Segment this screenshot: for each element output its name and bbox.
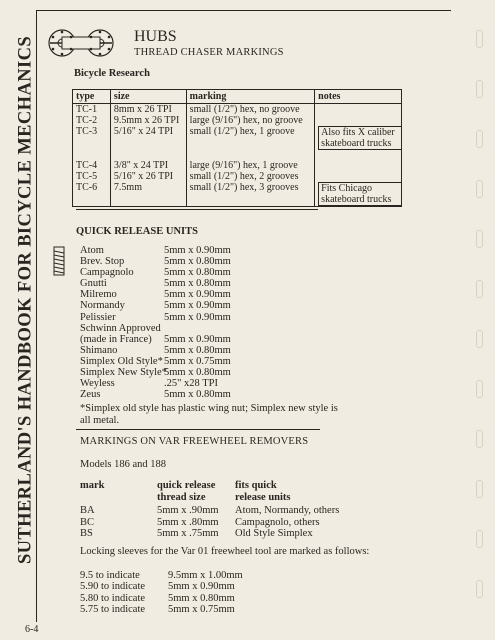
- indicator: 5.80 to indicate: [80, 592, 146, 604]
- cell-notes: [315, 182, 402, 207]
- list-item: [80, 389, 231, 400]
- brand: Weyless: [80, 378, 115, 390]
- book-title: SUTHERLAND'S HANDBOOK FOR BICYCLE MECHANICS: [15, 35, 36, 565]
- note-box: Fits Chicago skateboard trucks: [318, 182, 401, 206]
- brand: Simplex New Style*: [80, 367, 167, 379]
- table-row: [80, 528, 339, 540]
- cell-type: TC-4: [73, 160, 111, 171]
- list-item: [80, 300, 231, 311]
- page-number: 6-4: [25, 624, 39, 635]
- cell-size: 8mm x 26 TPI: [110, 104, 186, 116]
- thread-size: 5mm x 0.90mm: [164, 289, 231, 301]
- cell-type: TC-1: [73, 104, 111, 116]
- locking-sleeves-text: Locking sleeves for the Var 01 freewheel tool are marked as follows:: [80, 546, 370, 557]
- thread-size: 5mm x 0.80mm: [164, 344, 231, 356]
- cell-notes: [315, 115, 402, 126]
- list-item: [80, 278, 231, 289]
- cell-size: 5mm x .75mm: [157, 528, 219, 539]
- sleeve-size: 9.5mm x 1.00mm: [168, 570, 243, 581]
- cell-marking: small (1/2") hex, 2 grooves: [186, 171, 315, 182]
- thread-size: 5mm x 0.80mm: [164, 389, 231, 401]
- cell-mark: BC: [80, 516, 95, 528]
- list-item: [80, 345, 231, 356]
- sleeve-size: 5mm x 0.80mm: [168, 592, 235, 604]
- thread-size: 5mm x 0.90mm: [164, 300, 231, 312]
- thread-size: 5mm x 0.80mm: [164, 267, 231, 279]
- cell-type: TC-6: [73, 182, 111, 207]
- thread-size: 5mm x 0.90mm: [164, 311, 231, 323]
- cell-marking: small (1/2") hex, 3 grooves: [186, 182, 315, 207]
- cell-fits: Old Style Simplex: [235, 528, 313, 539]
- cell-size: 3/8" x 24 TPI: [110, 160, 186, 171]
- table-row: [80, 517, 339, 529]
- list-item: [80, 256, 231, 267]
- cell-type: TC-5: [73, 171, 111, 182]
- cell-marking: small (1/2") hex, 1 groove: [186, 126, 315, 150]
- brand: Milremo: [80, 289, 117, 301]
- cell-type: TC-3: [73, 126, 111, 150]
- cell-type: TC-2: [73, 115, 111, 126]
- brand: Brev. Stop: [80, 256, 125, 268]
- section-divider: [76, 429, 320, 430]
- cell-marking: large (9/16") hex, no groove: [186, 115, 315, 126]
- header-size: size: [110, 90, 186, 104]
- brand: Gnutti: [80, 278, 107, 290]
- list-item: [80, 289, 231, 300]
- brand: Campagnolo: [80, 267, 134, 279]
- table-row: [73, 171, 402, 182]
- cell-notes: [315, 104, 402, 116]
- spring-icon: [52, 246, 66, 276]
- list-item: [80, 570, 243, 581]
- thread-size: 5mm x 0.90mm: [164, 245, 231, 256]
- simplex-footnote: *Simplex old style has plastic wing nut; Simplex new style is all metal.: [80, 403, 338, 426]
- header-marking: marking: [186, 90, 315, 104]
- table-row: [73, 115, 402, 126]
- sleeve-size: 5mm x 0.75mm: [168, 603, 235, 615]
- thread-chaser-table: [72, 89, 402, 207]
- table-header-row: [73, 90, 402, 104]
- thread-size: 5mm x 0.80mm: [164, 256, 231, 268]
- header-notes: notes: [315, 90, 402, 104]
- thread-size: 5mm x 0.75mm: [164, 355, 231, 367]
- list-item: [80, 378, 231, 389]
- page-subtitle: THREAD CHASER MARKINGS: [134, 47, 284, 58]
- list-item: [80, 367, 231, 378]
- cell-size: 5mm x .80mm: [157, 516, 219, 528]
- var-models: Models 186 and 188: [80, 459, 167, 470]
- list-item: [80, 581, 243, 592]
- section-divider: [76, 206, 318, 207]
- thread-size: 5mm x 0.90mm: [164, 333, 231, 345]
- list-item: [80, 245, 231, 256]
- cell-size: 5mm x .90mm: [157, 505, 219, 516]
- locking-sleeve-rows: [80, 570, 243, 615]
- page-title: HUBS: [134, 28, 177, 45]
- list-item: [80, 267, 231, 278]
- thread-size: 5mm x 0.80mm: [164, 278, 231, 290]
- note-box: Also fits X caliber skateboard trucks: [318, 126, 401, 150]
- table-row: [73, 104, 402, 116]
- cell-size: 7.5mm: [110, 182, 186, 207]
- list-item: [80, 604, 243, 615]
- spine: [0, 0, 34, 640]
- header-thread-size: quick release thread size: [157, 480, 216, 503]
- indicator: 9.5 to indicate: [80, 570, 140, 581]
- quick-release-title: QUICK RELEASE UNITS: [76, 226, 198, 237]
- var-section-title: MARKINGS ON VAR FREEWHEEL REMOVERS: [80, 436, 309, 447]
- table-row: [73, 160, 402, 171]
- brand: Atom: [80, 245, 104, 256]
- sleeve-size: 5mm x 0.90mm: [168, 581, 235, 593]
- brand: Simplex Old Style*: [80, 355, 163, 367]
- header-fits: fits quick release units: [235, 480, 291, 503]
- cell-fits: Atom, Normandy, others: [235, 505, 340, 516]
- cell-marking: large (9/16") hex, 1 groove: [186, 160, 315, 171]
- cell-mark: BS: [80, 528, 93, 539]
- hub-illustration-icon: [48, 22, 114, 64]
- brand: Zeus: [80, 389, 101, 401]
- binding-holes: [455, 0, 495, 640]
- brand: Normandy: [80, 300, 125, 312]
- brand: Pelissier: [80, 311, 116, 323]
- section-divider: [76, 209, 318, 210]
- table-spacer-row: [73, 150, 402, 160]
- cell-mark: BA: [80, 505, 95, 516]
- research-label: Bicycle Research: [74, 68, 150, 79]
- cell-size: 5/16" x 26 TPI: [110, 171, 186, 182]
- header-type: type: [73, 90, 111, 104]
- cell-marking: small (1/2") hex, no groove: [186, 104, 315, 116]
- brand: Schwinn Approved: [80, 322, 161, 334]
- table-row: [80, 505, 339, 517]
- brand: Shimano: [80, 344, 118, 356]
- cell-size: 5/16" x 24 TPI: [110, 126, 186, 150]
- var-marking-rows: [80, 505, 339, 540]
- header-mark: mark: [80, 480, 105, 491]
- list-item: [80, 593, 243, 604]
- indicator: 5.75 to indicate: [80, 603, 146, 615]
- list-item: [80, 312, 231, 323]
- table-row: [73, 126, 402, 150]
- list-item: [80, 323, 231, 334]
- cell-notes: [315, 171, 402, 182]
- table-row: [73, 182, 402, 207]
- cell-notes: [315, 126, 402, 150]
- cell-fits: Campagnolo, others: [235, 516, 320, 528]
- quick-release-list: [80, 245, 231, 400]
- brand: (made in France): [80, 333, 152, 345]
- cell-notes: [315, 160, 402, 171]
- cell-size: 9.5mm x 26 TPI: [110, 115, 186, 126]
- list-item: [80, 334, 231, 345]
- list-item: [80, 356, 231, 367]
- thread-size: .25" x28 TPI: [164, 378, 218, 390]
- indicator: 5.90 to indicate: [80, 581, 146, 593]
- thread-size: 5mm x 0.80mm: [164, 367, 231, 379]
